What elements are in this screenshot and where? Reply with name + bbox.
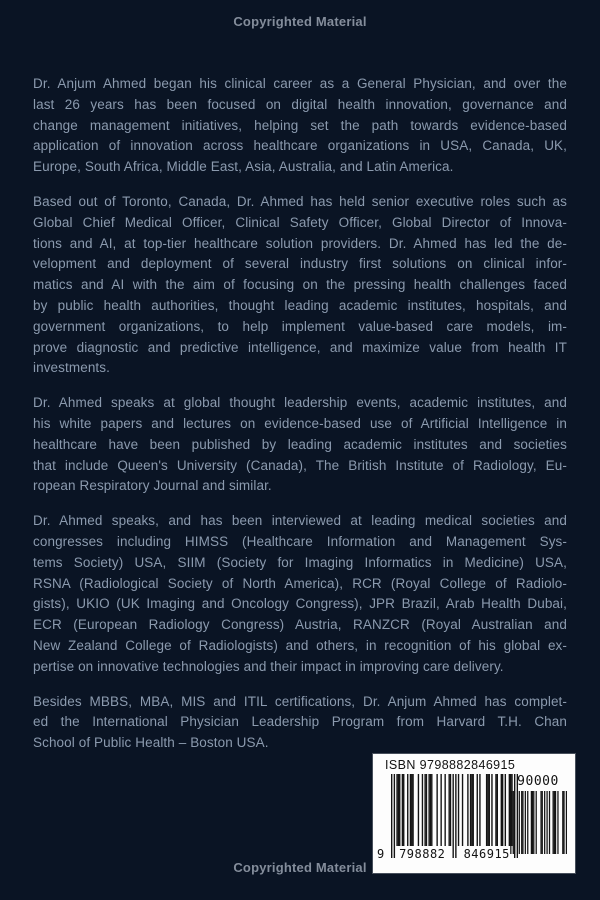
- ean5-addon-barcode: [509, 774, 567, 856]
- bio-paragraph: [33, 511, 567, 677]
- text-line: that include Queen's University (Canada), The British Institute of Radiology, Eu-: [33, 457, 567, 473]
- text-line: government organizations, to help implement value-based care models, im-: [33, 318, 567, 334]
- text-line: prove diagnostic and predictive intelligence, and maximize value from health IT: [33, 339, 567, 355]
- text-line: tems Society) USA, SIIM (Society for Imaging Informatics in Medicine) USA,: [33, 554, 567, 570]
- bio-paragraph: [33, 393, 567, 497]
- text-line: gists), UKIO (UK Imaging and Oncology Congress), JPR Brazil, Arab Health Dubai,: [33, 596, 567, 612]
- text-line: congresses including HIMSS (Healthcare Information and Management Sys-: [33, 533, 567, 549]
- addon-price-code-label: 90000: [517, 774, 559, 789]
- bio-paragraph: [33, 74, 567, 178]
- text-line: change management initiatives, helping set the path towards evidence-based: [33, 117, 567, 133]
- ean13-barcode: [377, 774, 519, 870]
- bio-paragraph: [33, 692, 567, 754]
- author-biography: [33, 74, 567, 754]
- ean-digit-group: 798882: [399, 847, 446, 861]
- text-line: velopment and deployment of several industry first solutions on clinical infor-: [33, 256, 567, 272]
- text-line: matics and AI with the aim of focusing on the pressing health challenges faced: [33, 277, 567, 293]
- text-line: tions and AI, at top-tier healthcare solution providers. Dr. Ahmed has led the de-: [33, 235, 567, 251]
- text-line: healthcare have been published by leading academic institutes and societies: [33, 436, 567, 452]
- text-line: Europe, South Africa, Middle East, Asia, Australia, and Latin America.: [33, 159, 454, 175]
- text-line: Dr. Anjum Ahmed began his clinical career as a General Physician, and over the: [33, 76, 567, 91]
- copyright-banner-top: Copyrighted Material: [233, 14, 367, 29]
- text-line: Based out of Toronto, Canada, Dr. Ahmed has held senior executive roles such as: [33, 193, 567, 209]
- text-line: Global Chief Medical Officer, Clinical Safety Officer, Global Director of Innova-: [33, 214, 567, 230]
- text-line: by public health authorities, thought leading academic institutes, hospitals, and: [33, 297, 567, 313]
- ean-digit-group: 9: [377, 847, 385, 861]
- text-line: RSNA (Radiological Society of North America), RCR (Royal College of Radiolo-: [33, 575, 567, 591]
- text-line: investments.: [33, 360, 110, 376]
- isbn-barcode-panel: [373, 754, 575, 873]
- text-line: Besides MBBS, MBA, MIS and ITIL certifications, Dr. Anjum Ahmed has complet-: [33, 693, 567, 709]
- text-line: application of innovation across healthcare organizations in USA, Canada, UK,: [33, 138, 567, 154]
- ean-digit-group: 846915: [463, 847, 510, 861]
- text-line: last 26 years has been focused on digital health innovation, governance and: [33, 96, 567, 112]
- text-line: pertise on innovative technologies and their impact in improving care delivery.: [33, 658, 504, 674]
- text-line: Dr. Ahmed speaks at global thought leadership events, academic institutes, and: [33, 395, 567, 411]
- isbn-number-label: ISBN 9798882846915: [385, 758, 516, 772]
- ean13-digits: [377, 845, 519, 861]
- text-line: School of Public Health – Boston USA.: [33, 735, 269, 751]
- text-line: Dr. Ahmed speaks, and has been interviewed at leading medical societies and: [33, 513, 567, 529]
- text-line: ECR (European Radiology Congress) Austria, RANZCR (Royal Australian and: [33, 617, 567, 633]
- text-line: ropean Respiratory Journal and similar.: [33, 478, 272, 494]
- copyright-banner-bottom: Copyrighted Material: [233, 860, 367, 875]
- ean5-addon-bars: [509, 791, 567, 854]
- text-line: ed the International Physician Leadership Program from Harvard T.H. Chan: [33, 714, 567, 730]
- text-line: New Zealand College of Radiologists) and others, in recognition of his global ex-: [33, 637, 567, 653]
- text-line: his white papers and lectures on evidence-based use of Artificial Intelligence in: [33, 415, 567, 431]
- bio-paragraph: [33, 192, 567, 379]
